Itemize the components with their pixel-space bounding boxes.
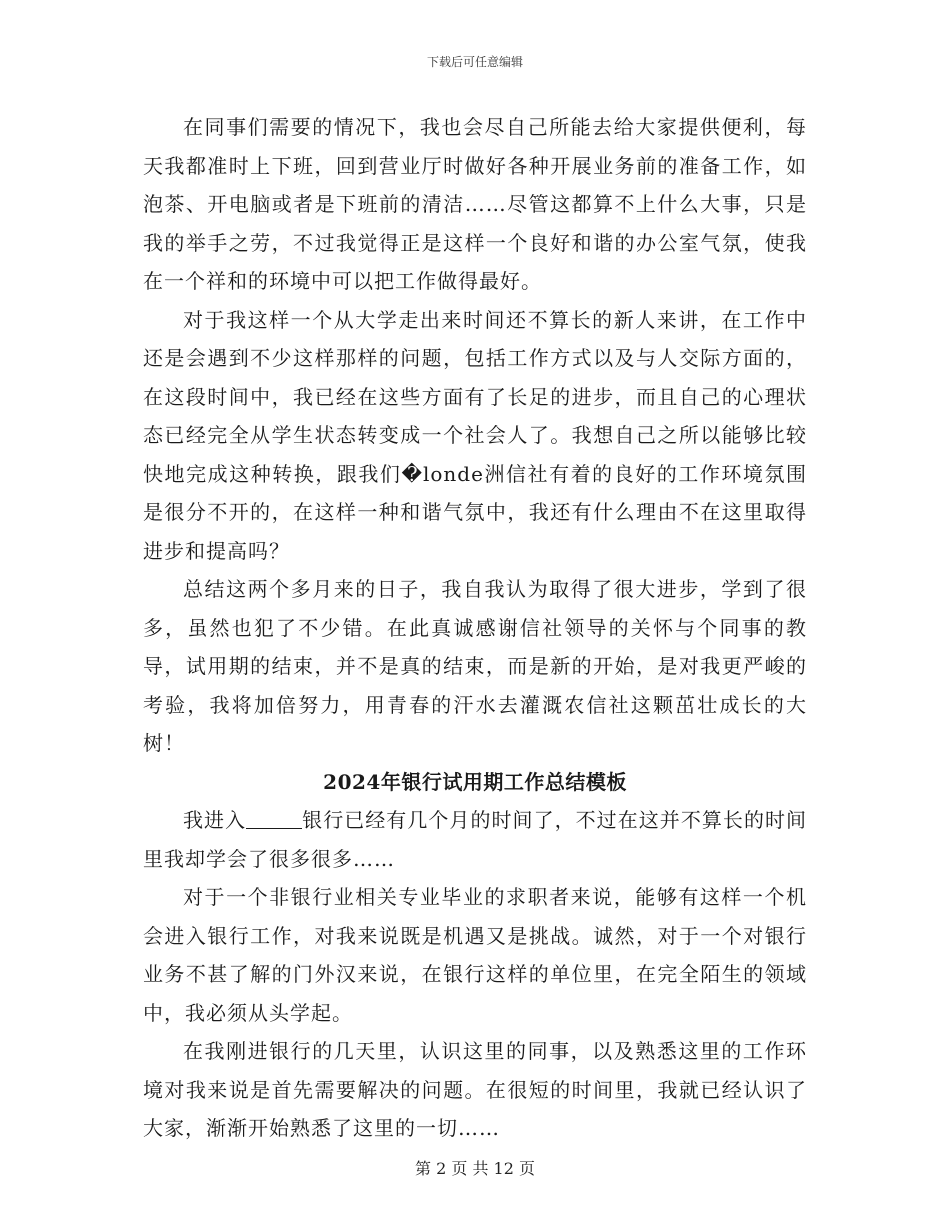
paragraph-5: 对于一个非银行业相关专业毕业的求职者来说，能够有这样一个机会进入银行工作，对我来说既是机遇又是挑战。诚然，对于一个对银行业务不甚了解的门外汉来说，在银行这样的单位里，在完全陌生的领域中，我必须从头学起。 xyxy=(143,885,807,1025)
paragraph-1: 在同事们需要的情况下，我也会尽自己所能去给大家提供便利，每天我都准时上下班，回到营业厅时做好各种开展业务前的准备工作，如泡茶、开电脑或者是下班前的清洁……尽管这都算不上什么大事，只是我的举手之劳，不过我觉得正是这样一个良好和谐的办公室气氛，使我在一个祥和的环境中可以把工作做得最好。 xyxy=(143,115,807,293)
paragraph-6: 在我刚进银行的几天里，认识这里的同事，以及熟悉这里的工作环境对我来说是首先需要解决的问题。在很短的时间里，我就已经认识了大家，渐渐开始熟悉了这里的一切…… xyxy=(143,1039,807,1140)
fill-in-blank xyxy=(246,810,302,829)
page-header-note: 下载后可任意编辑 xyxy=(426,55,523,69)
paragraph-2: 对于我这样一个从大学走出来时间还不算长的新人来讲，在工作中还是会遇到不少这样那样的问题，包括工作方式以及与人交际方面的，在这段时间中，我已经在这些方面有了长足的进步，而且自己的心理状态已经完全从学生状态转变成一个社会人了。我想自己之所以能够比较快地完成这种转换，跟我们�londe洲信社有着的良好的工作环境氛围是很分不开的，在这样一种和谐气氛中，我还有什么理由不在这里取得进步和提高吗？ xyxy=(143,307,807,563)
paragraph-4-start: 我进入 xyxy=(183,808,247,832)
page-number: 第 2 页 共 12 页 xyxy=(415,1159,535,1178)
paragraph-3: 总结这两个多月来的日子，我自我认为取得了很大进步，学到了很多，虽然也犯了不少错。在此真诚感谢信社领导的关怀与个同事的教导，试用期的结束，并不是真的结束，而是新的开始，是对我更严峻的考验，我将加倍努力，用青春的汗水去灌溉农信社这颗茁壮成长的大树！ xyxy=(143,577,807,755)
document-body xyxy=(143,108,807,1148)
paragraph-4-rest: 银行已经有几个月的时间了，不过在这并不算长的时间里我却学会了很多很多…… xyxy=(143,808,808,871)
paragraph-4 xyxy=(143,801,807,878)
section-heading: 2024年银行试用期工作总结模板 xyxy=(323,769,627,794)
